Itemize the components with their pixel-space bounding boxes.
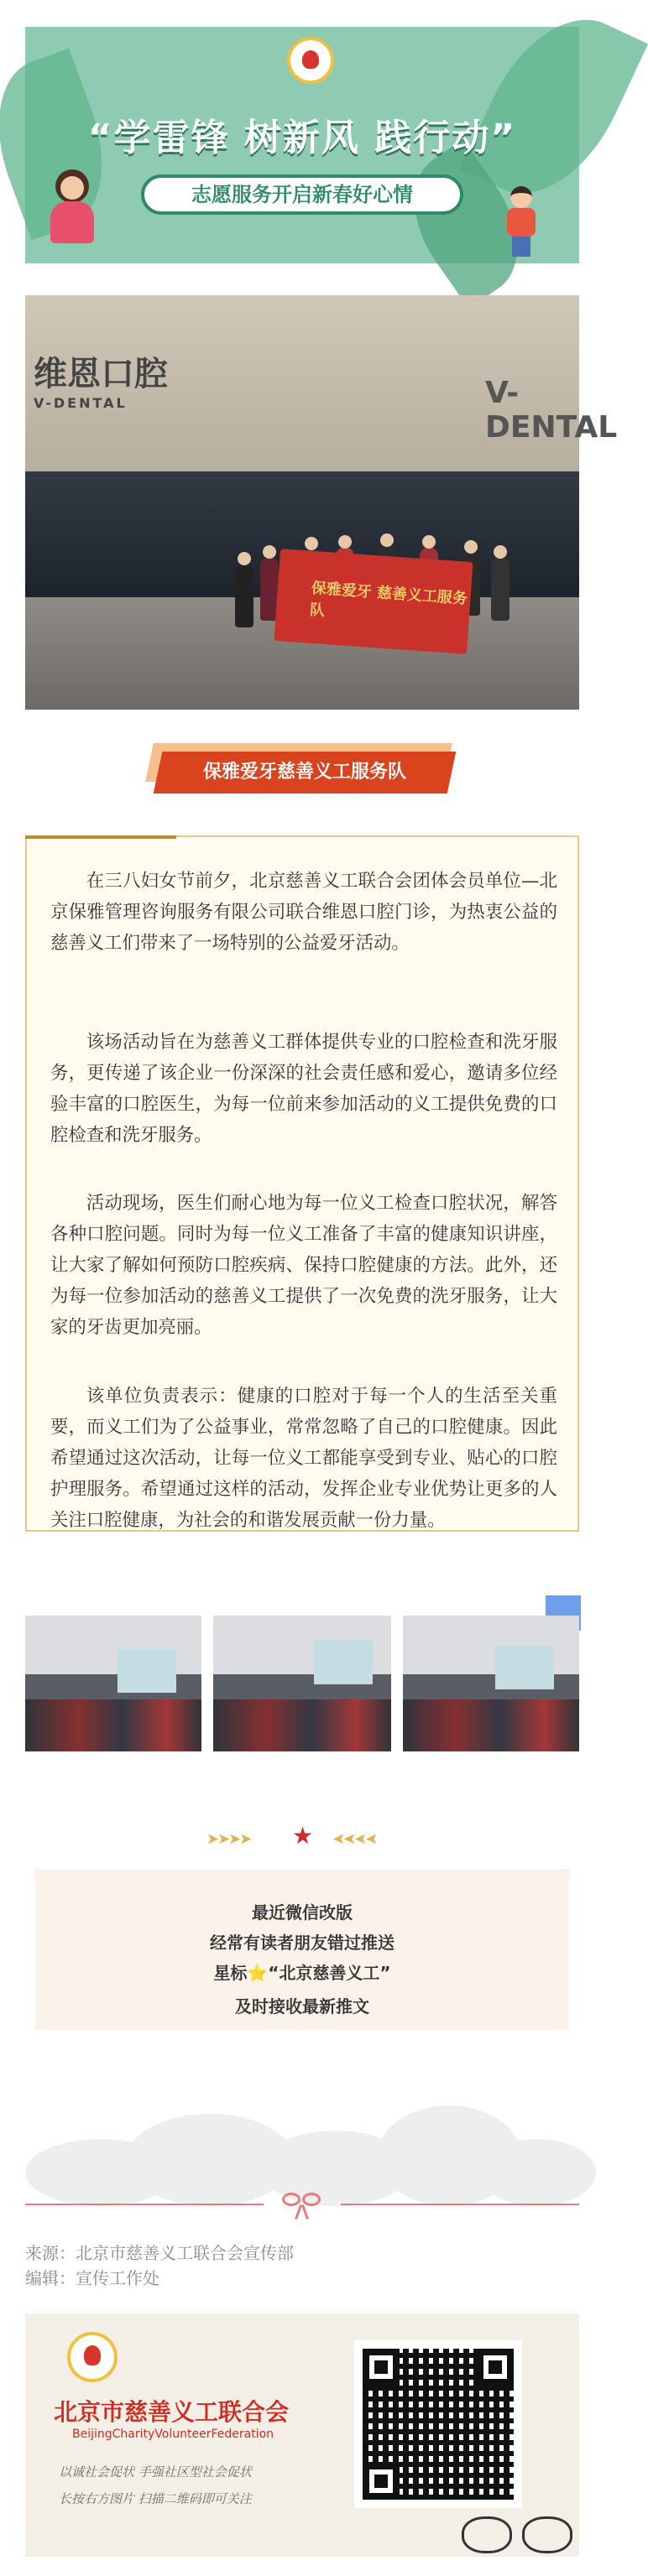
cloud-decoration <box>25 2097 579 2198</box>
clinic-sign-left: 维恩口腔 V-DENTAL <box>34 355 168 411</box>
arrow-ornament-left: ➤➤➤➤ <box>206 1830 251 1848</box>
footer-slogan: 以诚社会促状 手强社区型社会促状 <box>59 2464 252 2480</box>
federation-logo <box>67 2332 118 2382</box>
federation-logo <box>287 37 334 84</box>
team-label <box>149 743 455 795</box>
clinic-sign-right: V-DENTAL <box>485 376 618 445</box>
footer-slogan: 长按右方图片 扫描二维码即可关注 <box>59 2491 252 2506</box>
bow-icon <box>277 2189 327 2220</box>
source-credit: 来源：北京市慈善义工联合会宣传部 <box>25 2243 294 2263</box>
banner-subtitle: 志愿服务开启新春好心情 <box>141 174 463 215</box>
article-paragraph: 活动现场，医生们耐心地为每一位义工检查口腔状况，解答各种口腔问题。同时为每一位义工准备了丰富的健康知识讲座，让大家了解如何预防口腔疾病、保持口腔健康的方法。此外，还为每一位参加活动的慈善义工提供了一次免费的洗牙服务，让大家的牙齿更加亮丽。 <box>50 1193 557 1338</box>
divider-line <box>341 2204 579 2205</box>
gallery-photo-3 <box>403 1616 579 1751</box>
follow-notice <box>35 1869 569 2030</box>
divider-line <box>25 2204 264 2205</box>
arrow-ornament-right: ➤➤➤➤ <box>334 1830 379 1848</box>
article-paragraph: 该场活动旨在为慈善义工群体提供专业的口腔检查和洗牙服务，更传递了该企业一份深深的社会责任感和爱心，邀请多位经验丰富的口腔医生，为每一位前来参加活动的义工提供免费的口腔检查和洗牙服务。 <box>50 1032 557 1146</box>
team-label-text: 保雅爱牙慈善义工服务队 <box>202 762 406 783</box>
article-paragraph: 该单位负责表示：健康的口腔对于每一个人的生活至关重要，而义工们为了公益事业，常常忽略了自己的口腔健康。因此希望通过这次活动，让每一位义工都能享受到专业、贴心的口腔护理服务。希望通过这样的活动，发挥企业专业优势让更多的人关注口腔健康，为社会的和谐发展贡献一份力量。 <box>50 1386 557 1531</box>
banner-title: “学雷锋 树新风 践行动” <box>87 117 517 159</box>
gallery-photo-1 <box>25 1616 201 1751</box>
qr-code[interactable] <box>354 2340 522 2508</box>
notice-line: 经常有读者朋友错过推送 <box>210 1933 395 1953</box>
footer-card <box>25 2313 579 2557</box>
notice-line: 星标⭐“北京慈善义工” <box>213 1963 391 1983</box>
star-icon: ★ <box>292 1822 314 1850</box>
header-banner <box>25 27 579 263</box>
gallery-photo-2 <box>213 1616 391 1751</box>
girl-illustration <box>44 169 99 250</box>
notice-line: 及时接收最新推文 <box>235 1996 369 2017</box>
org-name-en: BeijingCharityVolunteerFederation <box>72 2428 274 2441</box>
glasses-decoration <box>462 2508 579 2558</box>
editor-credit: 编辑：宣传工作处 <box>25 2268 159 2288</box>
article-box <box>25 835 579 1532</box>
boy-illustration <box>505 186 539 257</box>
group-photo <box>25 295 618 710</box>
notice-line: 最近微信改版 <box>252 1902 353 1923</box>
volunteer-banner: 保雅爱牙 慈善义工服务队 <box>274 549 473 654</box>
article-paragraph: 在三八妇女节前夕，北京慈善义工联合会团体会员单位—北京保雅管理咨询服务有限公司联合维恩口腔门诊，为热衷公益的慈善义工们带来了一场特别的公益爱牙活动。 <box>50 871 557 954</box>
org-name: 北京市慈善义工联合会 <box>54 2398 290 2426</box>
